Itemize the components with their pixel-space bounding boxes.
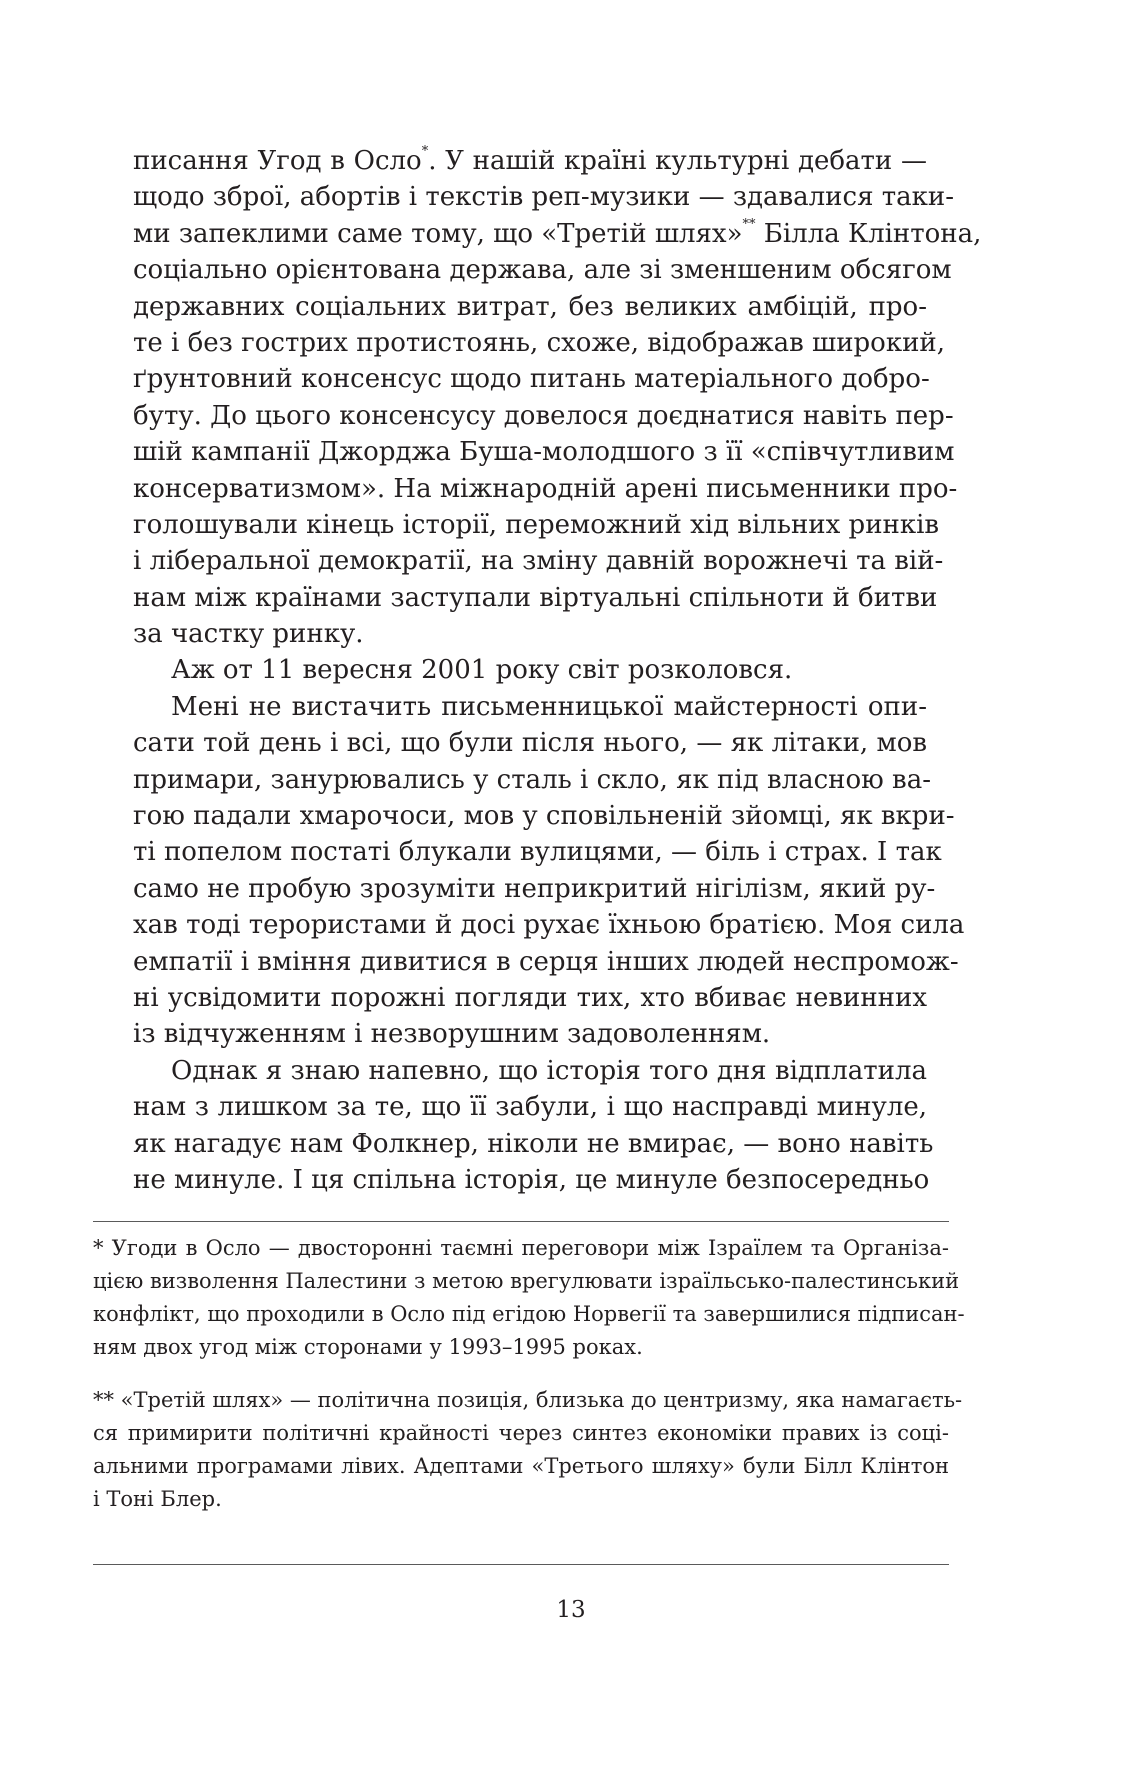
page-number: 13 (556, 1597, 586, 1623)
text-line: примари, занурювались у сталь і скло, як під власною ва- (133, 764, 931, 795)
text-line: емпатії і вміння дивитися в серця інших людей неспромож- (133, 946, 959, 977)
footnote-third-way (93, 1384, 963, 1516)
text-line: хав тоді терористами й досі рухає їхньою братією. Моя сила (133, 910, 965, 941)
footnote-line: ням двох угод між сторонами у 1993–1995 роках. (93, 1335, 643, 1359)
footnote-line: цією визволення Палестини з метою врегулювати ізраїльсько-палестинський (93, 1269, 960, 1293)
text-line: гою падали хмарочоси, мов у сповільненій зйомці, як вкри- (133, 801, 955, 832)
footnote-line: ** «Третій шлях» — політична позиція, близька до центризму, яка намагаєть- (93, 1388, 963, 1412)
footnote-marker: * (421, 144, 429, 160)
text-line: із відчуженням і незворушним задоволенням. (133, 1019, 771, 1050)
text-line: ті попелом постаті блукали вулицями, — біль і страх. І так (133, 837, 942, 868)
text-line: писання Угод в Осло*. У нашій країні культурні дебати — (133, 144, 927, 176)
text-line: ґрунтовний консенсус щодо питань матеріального добро- (133, 364, 930, 395)
footnote-line: альними програмами лівих. Адептами «Третього шляху» були Білл Клінтон (93, 1454, 949, 1478)
text-line: само не пробую зрозуміти неприкритий нігілізм, який ру- (133, 873, 936, 904)
text-line: Аж от 11 вересня 2001 року світ розколовся. (171, 655, 793, 686)
footnotes (93, 1232, 965, 1536)
text-line: нам з лишком за те, що її забули, і що насправді минуле, (133, 1092, 927, 1123)
footnote-separator-bottom (93, 1564, 949, 1565)
text-line: як нагадує нам Фолкнер, ніколи не вмирає, — воно навіть (133, 1128, 934, 1159)
main-text (133, 143, 982, 1198)
text-line: буту. До цього консенсусу довелося доєднатися навіть пер- (133, 400, 954, 431)
text-line: і ліберальної демократії, на зміну давній ворожнечі та вій- (133, 546, 944, 577)
text-line: не минуле. І ця спільна історія, це минуле безпосередньо (133, 1164, 930, 1195)
text-line: державних соціальних витрат, без великих амбіцій, про- (133, 291, 927, 322)
text-line: Однак я знаю напевно, що історія того дня відплатила (171, 1055, 927, 1086)
footnote-line: * Угоди в Осло — двосторонні таємні переговори між Ізраїлем та Організа- (93, 1236, 949, 1260)
footnote-oslo (93, 1232, 965, 1364)
text-line: ми запеклими саме тому, що «Третій шлях»** Білла Клінтона, (133, 217, 982, 249)
text-line: шій кампанії Джорджа Буша-молодшого з її «співчутливим (133, 437, 955, 468)
text-line: щодо зброї, абортів і текстів реп-музики — здавалися таки- (133, 182, 954, 213)
text-line: Мені не вистачить письменницької майстерності опи- (171, 691, 927, 722)
text-line: консерватизмом». На міжнародній арені письменники про- (133, 473, 958, 504)
text-line: сати той день і всі, що були після нього, — як літаки, мов (133, 728, 927, 759)
text-line: нам між країнами заступали віртуальні спільноти й битви (133, 582, 938, 613)
footnote-line: і Тоні Блер. (93, 1487, 222, 1511)
footnote-line: конфлікт, що проходили в Осло під егідою Норвегії та завершилися підписан- (93, 1302, 965, 1326)
text-line: соціально орієнтована держава, але зі зменшеним обсягом (133, 255, 952, 286)
footnote-separator-top (93, 1221, 949, 1222)
text-line: те і без гострих протистоянь, схоже, відображав широкий, (133, 327, 945, 358)
text-line: ні усвідомити порожні погляди тих, хто вбиває невинних (133, 982, 927, 1013)
text-line: за частку ринку. (133, 619, 364, 650)
footnote-line: ся примирити політичні крайності через синтез економіки правих із соці- (93, 1421, 949, 1445)
text-line: голошували кінець історії, переможний хід вільних ринків (133, 509, 940, 540)
footnote-marker: ** (742, 217, 756, 233)
